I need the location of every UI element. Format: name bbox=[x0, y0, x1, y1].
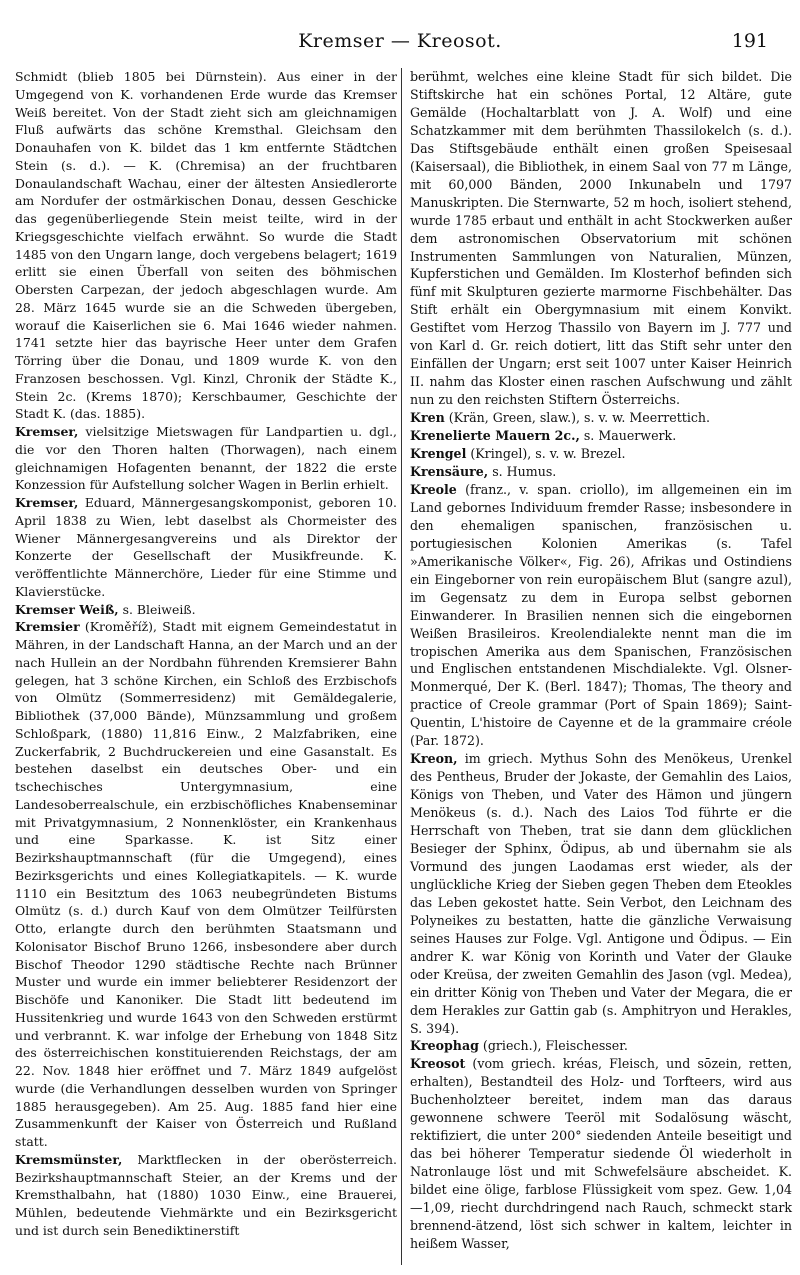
dictionary-entry bbox=[15, 1151, 397, 1240]
entry-text: Eduard, Männergesangskomponist, geboren 10. April 1838 zu Wien, lebt daselbst als Chormeister des Wiener Männergesangvereins und als Direktor der Konzerte der Gesellschaft der Musikfreunde. K. veröffentlichte Männerchöre, Lieder für eine Stimme und Klavierstücke. bbox=[15, 495, 397, 599]
dictionary-entry bbox=[410, 750, 792, 1037]
entry-headword: Krenelierte Mauern 2c., bbox=[410, 428, 580, 444]
entry-text: (franz., v. span. criollo), im allgemeinen ein im Land gebornes Individuum fremder Rasse; insbesondere in den ehemaligen spanischen, französischen u. portugiesischen Kolonien Amerikas (s. Tafel »Amerikanische Völker«, Fig. 26), Afrikas und Ostindiens ein Eingeborner von rein europäischem Blut (sangre azul), im Gegensatz zu dem in Europa selbst gebornen Einwanderer. In Brasilien nennen sich die eingebornen Weißen Brasileiros. Kreolendialekte nennt man die im tropischen Amerika aus dem Spanischen, Französischen und Englischen entstandenen Mischdialekte. Vgl. Olsner-Monmerqué, Der K. (Berl. 1847); Thomas, The theory and practice of Creole grammar (Port of Spain 1869); Saint-Quentin, L'histoire de Cayenne et de la grammaire créole (Par. 1872). bbox=[410, 481, 792, 749]
entry-headword: Kremsmünster, bbox=[15, 1151, 123, 1167]
dictionary-entry bbox=[15, 423, 397, 494]
entry-text: (Kringel), s. v. w. Brezel. bbox=[466, 446, 626, 462]
left-column bbox=[15, 68, 397, 1240]
entry-text: (Kroměříž), Stadt mit eignem Gemeindestatut in Mähren, in der Landschaft Hanna, an der March und an der nach Hullein an der Nordbahn führenden Kremsierer Bahn gelegen, hat 3 schöne Kirchen, ein Schloß des Erzbischofs von Olmütz (Sommerresidenz) mit Gemäldegalerie, Bibliothek (37,000 Bände), Münzsammlung und großem Schloßpark, (1880) 11,816 Einw., 2 Malzfabriken, eine Zuckerfabrik, 2 Buchdruckereien und eine Gasanstalt. Es bestehen daselbst ein deutsches Ober- und ein tschechisches Untergymnasium, eine Landesoberrealschule, ein erzbischöfliches Knabenseminar mit Privatgymnasium, 2 Nonnenklöster, ein Krankenhaus und eine Sparkasse. K. ist Sitz einer Bezirkshauptmannschaft (für die Umgegend), eines Bezirksgerichts und eines Kollegiatkapitels. — K. wurde 1110 ein Besitztum des 1063 neubegründeten Bistums Olmütz (s. d.) durch Kauf von dem Olmützer Teilfürsten Otto, erlangte durch den berühmten Staatsmann und Kolonisator Bischof Bruno 1266, insbesondere aber durch Bischof Theodor 1290 städtische Rechte nach Brünner Muster und wurde ein immer beliebterer Residenzort der Bischöfe und Kanoniker. Die Stadt litt bedeutend im Hussitenkrieg und wurde 1643 von den Schweden erstürmt und verbrannt. K. war infolge der Erhebung von 1848 Sitz des österreichischen konstituierenden Reichstags, der am 22. Nov. 1848 hier eröffnet und 7. März 1849 aufgelöst wurde (die Verhandlungen desselben wurden von Springer 1885 herausgegeben). Am 25. Aug. 1885 fand hier eine Zusammenkunft der Kaiser von Österreich und Rußland statt. bbox=[15, 619, 397, 1149]
entry-headword: Kreophag bbox=[410, 1038, 479, 1054]
dictionary-entry bbox=[15, 494, 397, 601]
entry-text: im griech. Mythus Sohn des Menökeus, Urenkel des Pentheus, Bruder der Jokaste, der Gemahlin des Laios, Königs von Theben, und Vater des Hämon und jüngern Menökeus (s. d.). Nach des Laios Tod führte er die Herrschaft von Theben, trat sie dann dem glücklichen Besieger der Sphinx, Ödipus, ab und übernahm sie als Vormund des jungen Laodamas erst wieder, als der unglückliche Krieg der Sieben gegen Theben dem Eteokles das Leben gekostet hatte. Sein Verbot, den Leichnam des Polyneikes zu bestatten, hatte die gänzliche Verwaisung seines Hauses zur Folge. Vgl. Antigone und Ödipus. — Ein andrer K. war König von Korinth und Vater der Glauke oder Kreüsa, der zweiten Gemahlin des Jason (vgl. Medea), ein dritter König von Theben und Vater der Megara, die er dem Herakles zur Gattin gab (s. Amphitryon und Herakles, S. 394). bbox=[410, 751, 792, 1036]
entry-headword: Krensäure, bbox=[410, 463, 489, 479]
dictionary-entry bbox=[410, 68, 792, 409]
entry-text: s. Humus. bbox=[488, 463, 557, 479]
entry-headword: Kreosot bbox=[410, 1056, 466, 1072]
entry-headword: Kremser, bbox=[15, 424, 79, 439]
entry-headword: Kremser Weiß, bbox=[15, 601, 119, 617]
dictionary-entry bbox=[410, 481, 792, 750]
dictionary-entry bbox=[410, 1037, 792, 1055]
running-title: Kremser — Kreosot. bbox=[298, 30, 502, 52]
dictionary-entry bbox=[410, 1055, 792, 1252]
entry-headword: Kremsier bbox=[15, 619, 80, 635]
dictionary-entry bbox=[410, 427, 792, 445]
dictionary-entry bbox=[15, 601, 397, 619]
dictionary-entry bbox=[410, 463, 792, 481]
entry-text: (griech.), Fleischesser. bbox=[478, 1038, 628, 1054]
dictionary-entry bbox=[410, 409, 792, 427]
page-header bbox=[0, 30, 800, 60]
entry-headword: Kreole bbox=[410, 481, 457, 497]
entry-text: berühmt, welches eine kleine Stadt für sich bildet. Die Stiftskirche hat ein schönes Portal, 12 Altäre, gute Gemälde (Hochaltarblatt von J. A. Wolf) und eine Schatzkammer mit dem berühmten Thassilokelch (s. d.). Das Stiftsgebäude enthält einen großen Speisesaal (Kaisersaal), die Bibliothek, in einem Saal von 77 m Länge, mit 60,000 Bänden, 2000 Inkunabeln und 1797 Manuskripten. Die Sternwarte, 52 m hoch, isoliert stehend, wurde 1785 erbaut und enthält in acht Stockwerken außer dem astronomischen Observatorium mit schönen Instrumenten Sammlungen von Naturalien, Münzen, Kupferstichen und Gemälden. Im Klosterhof befinden sich fünf mit Skulpturen gezierte marmorne Fischbehälter. Das Stift erhält ein Obergymnasium mit einem Konvikt. Gestiftet vom Herzog Thassilo von Bayern im J. 777 und von Karl d. Gr. reich dotiert, litt das Stift sehr unter den Einfällen der Ungarn; erst seit 1007 unter Kaiser Heinrich II. nahm das Kloster einen raschen Aufschwung und zählt nun zu den reichsten Stiftern Österreichs. bbox=[410, 69, 792, 408]
entry-headword: Kreon, bbox=[410, 751, 458, 767]
column-divider bbox=[401, 68, 402, 1265]
dictionary-entry bbox=[410, 445, 792, 463]
entry-text: vielsitzige Mietswagen für Landpartien u. dgl., die vor den Thoren halten (Thorwagen), nach einem gleichnamigen Hofagenten benannt, der 1822 die erste Konzession für Aufstellung solcher Wagen in Berlin erhielt. bbox=[15, 424, 397, 493]
entry-text: (Krän, Green, slaw.), s. v. w. Meerrettich. bbox=[444, 410, 711, 426]
entry-headword: Kremser, bbox=[15, 495, 79, 510]
dictionary-entry bbox=[15, 618, 397, 1151]
entry-headword: Krengel bbox=[410, 446, 467, 462]
entry-text: Marktflecken in der oberösterreich. Bezirkshauptmannschaft Steier, an der Krems und der Kremsthalbahn, hat (1880) 1030 Einw., eine Brauerei, Mühlen, bedeutende Viehmärkte und ein Bezirksgericht und ist durch sein Benediktinerstift bbox=[15, 1151, 397, 1238]
entry-text: s. Bleiweiß. bbox=[118, 601, 196, 617]
right-column bbox=[410, 68, 792, 1253]
entry-headword: Kren bbox=[410, 410, 445, 426]
entry-text: (vom griech. kréas, Fleisch, und sōzein, retten, erhalten), Bestandteil des Holz- und Torfteers, wird aus Buchenholzteer bereitet, indem man das daraus gewonnene schwere Teeröl mit Sodalösung wäscht, rektifiziert, die unter 200° siedenden Anteile beseitigt und das bei höherer Temperatur siedende Öl wiederholt in Natronlauge löst und mit Schwefelsäure abscheidet. K. bildet eine ölige, farblose Flüssigkeit vom spez. Gew. 1,04—1,09, riecht durchdringend nach Rauch, schmeckt stark brennend-ätzend, löst sich schwer in kaltem, leichter in heißem Wasser, bbox=[410, 1056, 792, 1251]
entry-text: Schmidt (blieb 1805 bei Dürnstein). Aus einer in der Umgegend von K. vorhandenen Erde wurde das Kremser Weiß bereitet. Von der Stadt zieht sich am gleichnamigen Fluß aufwärts das schöne Kremsthal. Gleichsam den Donauhafen von K. bildet das 1 km entfernte Städtchen Stein (s. d.). — K. (Chremisa) an der fruchtbaren Donaulandschaft Wachau, einer der ältesten Ansiedlerorte am Nordufer der ostmärkischen Donau, dessen Geschicke das gegenüberliegende Stein meist teilte, wird in der Kriegsgeschichte vielfach erwähnt. So wurde die Stadt 1485 von den Ungarn lange, doch vergebens belagert; 1619 erlitt sie einen Überfall von seiten des böhmischen Obersten Carpezan, der jedoch abgeschlagen wurde. Am 28. März 1645 wurde sie an die Schweden übergeben, worauf die Kaiserlichen sie 6. Mai 1646 wieder nahmen. 1741 setzte hier das bayrische Heer unter dem Grafen Törring über die Donau, und 1809 wurde K. von den Franzosen beschossen. Vgl. Kinzl, Chronik der Städte K., Stein 2c. (Krems 1870); Kerschbaumer, Geschichte der Stadt K. (das. 1885). bbox=[15, 69, 397, 422]
entry-text: s. Mauerwerk. bbox=[579, 428, 677, 444]
page-number: 191 bbox=[731, 30, 768, 52]
dictionary-entry bbox=[15, 68, 397, 423]
